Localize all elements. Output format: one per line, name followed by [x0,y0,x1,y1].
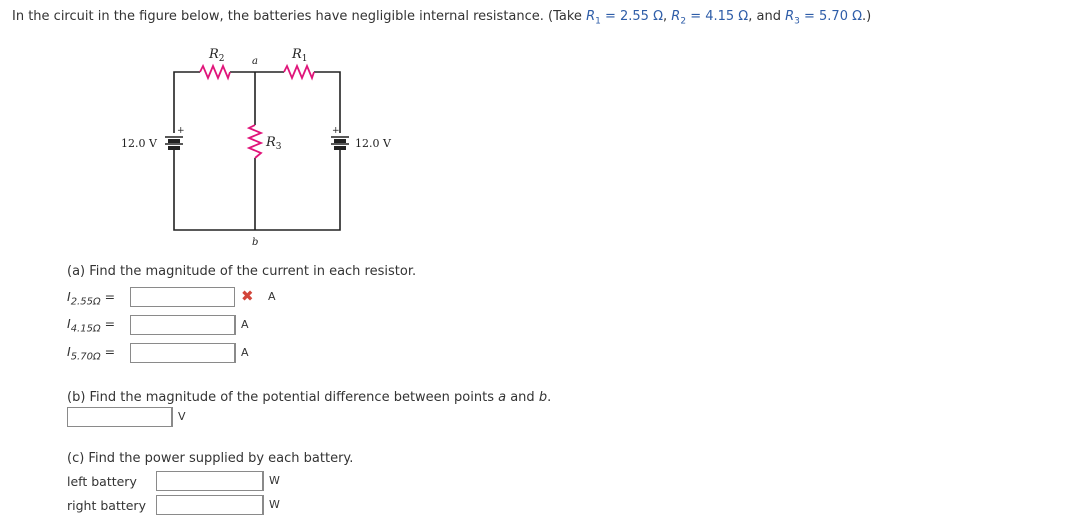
left-battery-power-label: left battery [67,474,137,489]
left-plus-sign: + [177,126,185,136]
part-b-question: (b) Find the magnitude of the potential difference between points a and b. [67,390,552,405]
r2-value: $R_2 = 4.15$ Ω [671,9,749,27]
intro-text: In the circuit in the figure below, the batteries have negligible internal resistance. (Take [12,9,587,24]
potential-difference-unit: V [172,407,186,427]
wrong-answer-icon: ✖ [241,287,254,305]
current-unit-5-70: A [235,343,249,363]
resistor-r2-icon [200,66,230,78]
current-label-4-15: $I_{4.15\Omega}$ = [67,316,116,335]
left-battery-power-input[interactable] [156,471,263,491]
left-battery-icon [165,137,183,148]
current-input-2-55[interactable] [130,287,235,307]
right-plus-sign: + [332,126,340,136]
r1-value: $R_1 = 2.55$ Ω [586,9,664,27]
current-input-5-70[interactable] [130,343,235,363]
current-label-5-70: $I_{5.70\Omega}$ = [67,344,116,363]
r3-label: $R_3$ [266,135,282,152]
right-battery-label: 12.0 V [355,137,391,150]
right-battery-power-input[interactable] [156,495,263,515]
left-battery-label: 12.0 V [121,137,157,150]
left-battery-power-unit: W [263,471,280,491]
part-a-question: (a) Find the magnitude of the current in each resistor. [67,264,417,279]
right-battery-icon [331,137,349,148]
point-b-label: b [252,237,259,248]
right-battery-power-unit: W [263,495,280,515]
current-label-2-55: $I_{2.55\Omega}$ = [67,289,116,308]
r3-value: $R_3 = 5.70$ Ω [785,9,863,27]
potential-difference-input[interactable] [67,407,172,427]
current-unit-2-55: A [268,290,276,303]
right-battery-power-label: right battery [67,498,146,513]
resistor-r1-icon [284,66,314,78]
problem-statement: In the circuit in the figure below, the batteries have negligible internal resistance. (Take $R_1 = 2.55$ Ω, $R_2 = 4.15$ Ω, and $R_3 = 5.70$ Ω.) [12,9,872,27]
current-unit-4-15: A [235,315,249,335]
point-a-label: a [252,56,258,67]
current-input-4-15[interactable] [130,315,235,335]
part-c-question: (c) Find the power supplied by each battery. [67,451,354,466]
resistor-r3-icon [249,125,261,158]
r1-label: $R_1$ [292,47,308,64]
r2-label: $R_2$ [209,47,225,64]
circuit-diagram [0,0,1090,260]
